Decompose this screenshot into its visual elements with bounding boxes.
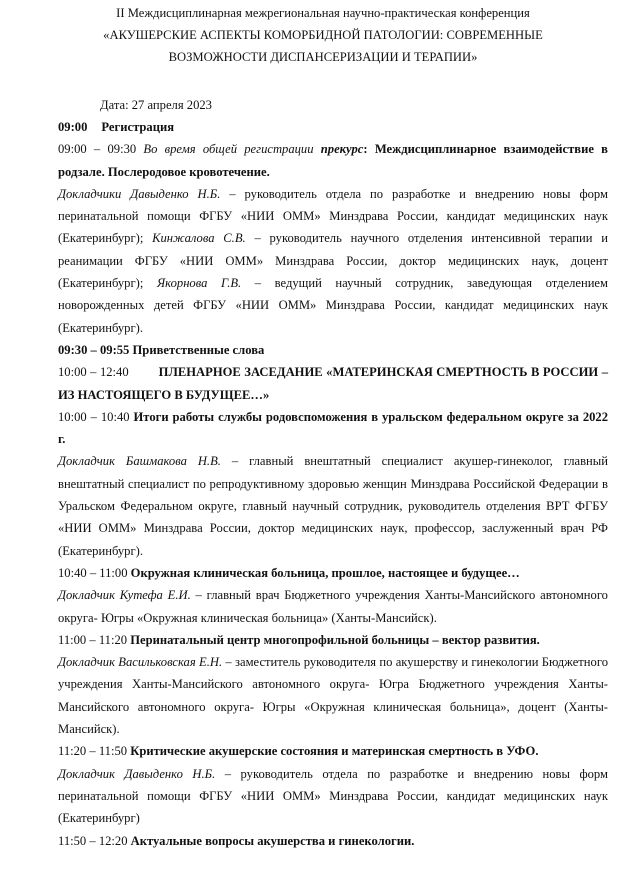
speaker-label: Докладчик [58,766,115,781]
speaker-name: Кинжалова С.В. [152,231,246,246]
speaker-label: Докладчик [58,454,115,469]
conference-title-line-2: ВОЗМОЖНОСТИ ДИСПАНСЕРИЗАЦИИ И ТЕРАПИИ» [168,50,478,64]
program-item-topical [58,830,608,852]
item-title: Перинатальный центр многопрофильной больницы – вектор развития. [130,632,540,647]
item-intro: Во время общей регистрации [143,142,314,157]
program-item-welcome [58,339,608,361]
item-time: 09:00 [58,120,88,134]
item-time: 10:00 – 10:40 [58,409,130,424]
speaker-description: – главный внештатный специалист акушер-гинеколог, главный внештатный специалист по репродуктивному здоровью женщин Минздрава Российской Федерации в Уральском Федеральном округе, главный научный сотрудник, руководитель отделения ВРТ ФГБУ «НИИ ОММ» Минздрава России, доктор медицинских наук, профессор, заслуженный врач РФ (Екатеринбург). [58,454,608,558]
speaker-label: Докладчик [58,655,115,670]
speaker-label: Докладчик [58,588,115,603]
item-title: Итоги работы службы родовспоможения в уральском федеральном округе за 2022 г. [58,409,609,447]
speakers-label: Докладчики [58,186,122,201]
program-item-results [58,406,608,451]
item-title: Окружная клиническая больница, прошлое, настоящее и будущее… [130,565,520,580]
conference-date: Дата: 27 апреля 2023 [100,98,212,112]
conference-title-line-1: «АКУШЕРСКИЕ АСПЕКТЫ КОМОРБИДНОЙ ПАТОЛОГИИ: СОВРЕМЕННЫЕ [103,28,543,42]
program-item-registration [58,116,608,138]
program-item-perinatal [58,629,608,651]
item-title: : Междисциплинарное взаимодействие в родзале. Послеродовое кровотечение. [58,142,608,179]
program-body [58,116,608,852]
item-title: Актуальные вопросы акушерства и гинекологии. [130,833,415,848]
program-item-critical-speaker [58,763,608,830]
item-intro-emphasis: прекурс [320,142,364,157]
item-title: ПЛЕНАРНОЕ ЗАСЕДАНИЕ «МАТЕРИНСКАЯ СМЕРТНОСТЬ В РОССИИ – ИЗ НАСТОЯЩЕГО В БУДУЩЕЕ…» [58,365,609,402]
item-time: 10:40 – 11:00 [58,565,128,580]
speaker-description: – ведущий научный сотрудник, заведующая отделением новорожденных детей ФГБУ «НИИ ОММ» Минздрава России, кандидат медицинских наук (Екатеринбург). [58,276,608,335]
item-title: Критические акушерские состояния и материнская смертность в УФО. [130,744,539,759]
item-time: 11:00 – 11:20 [58,632,128,647]
speaker-name: Давыденко Н.Б. [130,186,221,201]
speaker-description: – руководитель отдела по разработке и внедрению новы форм перинатальной помощи ФГБУ «НИИ ОММ» Минздрава России, кандидат медицинских наук (Екатеринбург); [58,186,608,246]
speaker-description: – главный врач Бюджетного учреждения Ханты-Мансийского автономного округа- Югры «Окружная клиническая больница» (Ханты-Мансийск). [58,588,608,625]
program-item-precourse [58,138,608,183]
conference-subtitle: II Междисциплинарная межрегиональная научно-практическая конференция [116,6,530,20]
item-time: 09:30 – 09:55 [58,342,130,357]
speaker-description: – заместитель руководителя по акушерству и гинекологии Бюджетного учреждения Ханты-Мансийского автономного округа- Югра Бюджетного учреждения Ханты-Мансийского автономного округа- Югры «Окружная клиническая больница», доцент (Ханты-Мансийск). [58,655,608,737]
speaker-description: – руководитель научного отделения интенсивной терапии и реанимации ФГБУ «НИИ ОММ» Минздрава России, доктор медицинских наук, доцент (Екатеринбург); [58,231,609,291]
speaker-name: Кутефа Е.И. [119,588,191,603]
item-time: 11:50 – 12:20 [58,833,128,848]
speaker-description: – руководитель отдела по разработке и внедрению новы форм перинатальной помощи ФГБУ «НИИ ОММ» Минздрава России, кандидат медицинских наук (Екатеринбург) [58,766,609,826]
program-item-hospital [58,562,608,584]
item-title: Регистрация [101,120,175,134]
program-item-results-speaker [58,450,608,561]
speaker-name: Башмакова Н.В. [125,454,221,469]
speaker-name: Якорнова Г.В. [156,276,242,291]
item-time: 11:20 – 11:50 [58,744,128,759]
speaker-name: Давыденко Н.Б. [124,766,216,781]
program-item-perinatal-speaker [58,651,608,740]
program-item-critical [58,740,608,762]
speaker-name: Васильковская Е.Н. [118,655,223,670]
item-time: 10:00 – 12:40 [58,365,129,380]
program-item-plenary [58,361,608,406]
program-item-hospital-speaker [58,584,608,629]
item-time: 09:00 – 09:30 [58,142,137,157]
item-title: Приветственные слова [132,342,265,357]
program-item-precourse-speakers [58,183,608,339]
